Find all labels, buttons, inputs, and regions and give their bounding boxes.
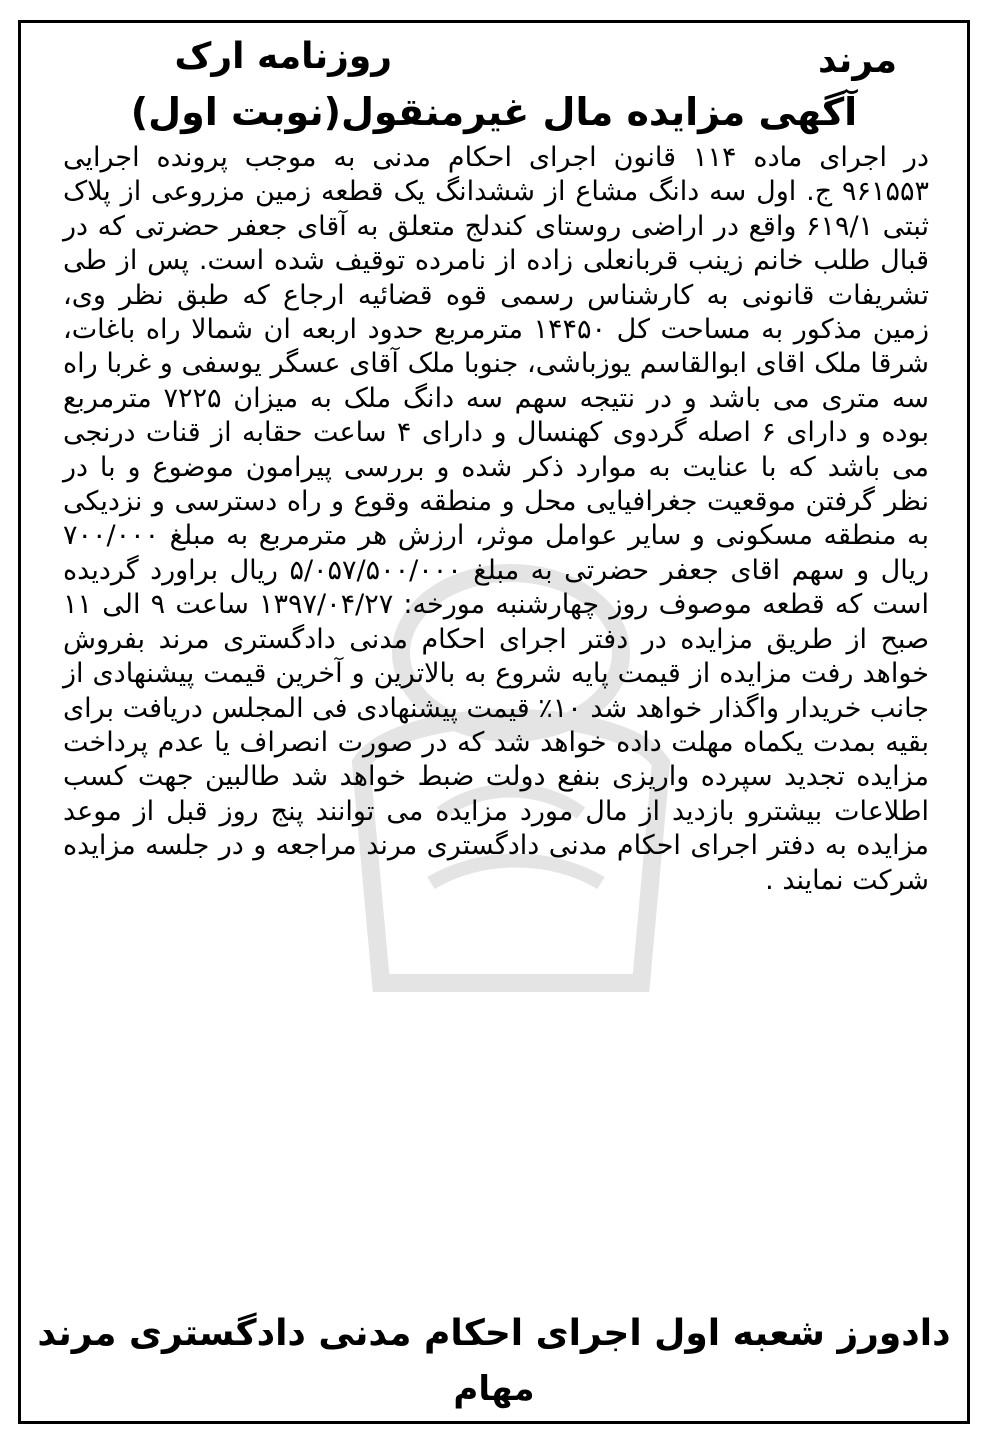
notice-frame: [18, 20, 970, 1424]
newspaper-name: روزنامه ارک: [174, 36, 392, 77]
city-name: مرند: [818, 40, 897, 81]
header: [21, 33, 967, 83]
signature-sub: مهام: [453, 1369, 535, 1409]
signature: دادورز شعبه اول اجرای احکام مدنی دادگستری مرند: [37, 1313, 951, 1354]
notice-body: در اجرای ماده ۱۱۴ قانون اجرای احکام مدنی به موجب پرونده اجرایی ۹۶۱۵۵۳ ج. اول سه دانگ مشاع از ششدانگ یک قطعه زمین مزروعی از پلاک ثبتی ۶۱۹/۱ واقع در اراضی روستای کندلج متعلق به آقای جعفر حضرتی که در قبال طلب خانم زینب قربانعلی زاده از نامرده توقیف شده است. پس از طی تشریفات قانونی به کارشناس رسمی قوه قضائیه ارجاع که طبق نظر وی، زمین مذکور به مساحت کل ۱۴۴۵۰ مترمربع حدود اربعه ان شمالا راه باغات، شرقا ملک اقای ابوالقاسم یوزباشی، جنوبا ملک آقای عسگر یوسفی و غربا راه سه متری می باشد و در نتیجه سهم سه دانگ ملک به میزان ۷۲۲۵ مترمربع بوده و دارای ۶ اصله گردوی کهنسال و دارای ۴ ساعت حقابه از قنات درنجی می باشد که با عنایت به موارد ذکر شده و بررسی پیرامون موضوع و با در نظر گرفتن موقعیت جغرافیایی محل و منطقه وقوع و راه دسترسی و نزدیکی به منطقه مسکونی و سایر عوامل موثر، ارزش هر مترمربع به مبلغ ۷۰۰/۰۰۰ ریال و سهم اقای جعفر حضرتی به مبلغ ۵/۰۵۷/۵۰۰/۰۰۰ ریال براورد گردیده است که قطعه موصوف روز چهارشنبه مورخه: ۱۳۹۷/۰۴/۲۷ ساعت ۹ الی ۱۱ صبح از طریق مزایده در دفتر اجرای احکام مدنی دادگستری مرند بفروش خواهد رفت مزایده از قیمت پایه شروع به بالاترین و آخرین قیمت پیشنهادی از جانب خریدار واگذار خواهد شد ۱۰٪ قیمت پیشنهادی فی المجلس دریافت برای بقیه بمدت یکماه مهلت داده خواهد شد که در صورت انصراف یا عدم پرداخت مزایده تجدید سپرده واریزی بنفع دولت ضبط خواهد شد طالبین جهت کسب اطلاعات بیشترو بازدید از مال مورد مزایده می توانند پنج روز قبل از موعد مزایده به دفتر اجرای احکام مدنی دادگستری مرند مراجعه و در جلسه مزایده شرکت نمایند .: [63, 142, 930, 896]
notice-title: آگهی مزایده مال غیرمنقول(نوبت اول): [130, 90, 858, 134]
